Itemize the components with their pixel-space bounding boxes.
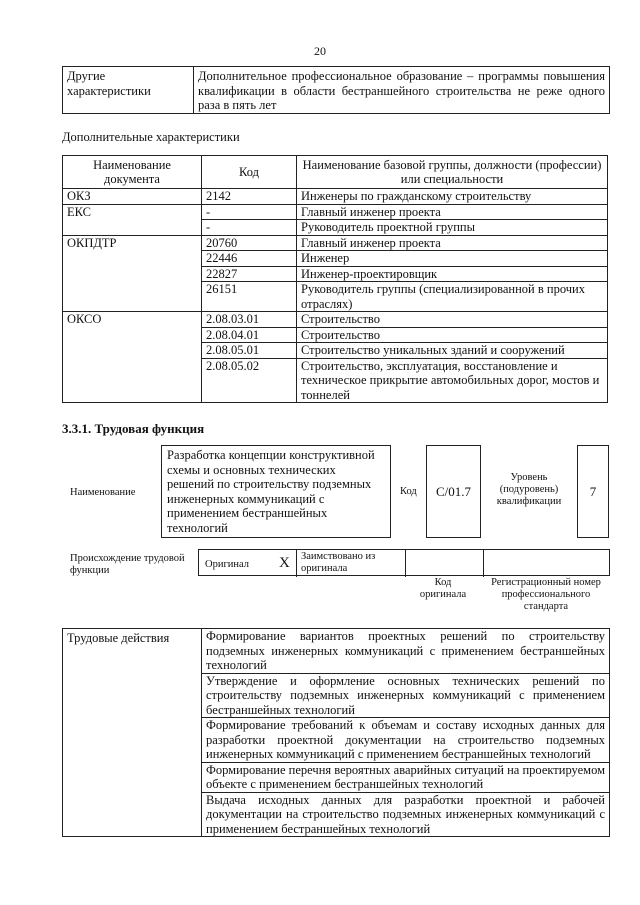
col-header-code: Код (202, 156, 297, 189)
cell-code: 20760 (202, 235, 297, 251)
table-row (63, 220, 608, 236)
cell-name: Главный инженер проекта (297, 235, 608, 251)
table-row (63, 235, 608, 251)
qualification-level-label: Уровень (подуровень) квалификации (496, 472, 562, 507)
labor-action-item: Формирование вариантов проектных решений по строительству подземных инженерных коммуникаций с применением бестраншейных технологий (202, 629, 610, 674)
additional-characteristics-table (62, 155, 608, 403)
cell-doc (63, 327, 202, 343)
cell-name: Главный инженер проекта (297, 204, 608, 220)
cell-code: - (202, 220, 297, 236)
cell-doc (63, 266, 202, 282)
cell-code: 2142 (202, 189, 297, 205)
function-name-value: Разработка концепции конструктивной схемы и основных технических решений по строительству подземных инженерных коммуникаций с применением бестраншейных технологий (167, 448, 375, 535)
origin-divider-2 (405, 550, 406, 577)
function-name-label: Наименование (70, 487, 136, 498)
cell-doc (63, 282, 202, 312)
cell-code: 2.08.03.01 (202, 312, 297, 328)
table-header-row (63, 156, 608, 189)
code-original-caption: Код оригинала (419, 577, 467, 600)
function-code-box (426, 445, 481, 538)
cell-doc (63, 220, 202, 236)
table-row (63, 266, 608, 282)
col-header-document: Наименование документа (63, 156, 202, 189)
function-heading: 3.3.1. Трудовая функция (62, 421, 205, 436)
origin-divider-3 (483, 550, 484, 577)
cell-code: 2.08.04.01 (202, 327, 297, 343)
original-label: Оригинал (205, 559, 249, 570)
cell-doc: ОКЗ (63, 189, 202, 205)
cell-name: Строительство (297, 312, 608, 328)
cell-doc: ОКСО (63, 312, 202, 328)
cell-name: Руководитель группы (специализированной в прочих отраслях) (297, 282, 608, 312)
registration-number-caption: Регистрационный номер профессионального стандарта (491, 577, 601, 612)
other-characteristics-table (62, 66, 610, 114)
labor-actions-table (62, 628, 610, 837)
origin-divider-1 (296, 550, 297, 577)
table-row (63, 251, 608, 267)
borrowed-label: Заимствовано из оригинала (301, 551, 376, 574)
cell-code: 2.08.05.01 (202, 343, 297, 359)
additional-title: Дополнительные характеристики (62, 130, 240, 144)
cell-name: Руководитель проектной группы (297, 220, 608, 236)
cell-doc (63, 343, 202, 359)
table-row (63, 189, 608, 205)
cell-name: Строительство уникальных зданий и сооружений (297, 343, 608, 359)
table-row (63, 343, 608, 359)
cell-code: 22446 (202, 251, 297, 267)
labor-actions-label: Трудовые действия (63, 629, 202, 837)
other-characteristics-value: Дополнительное профессиональное образование – программы повышения квалификации в области бестраншейного строительства не реже одного раза в пять лет (194, 67, 610, 114)
cell-doc (63, 251, 202, 267)
cell-doc: ОКПДТР (63, 235, 202, 251)
cell-name: Инженер-проектировщик (297, 266, 608, 282)
labor-action-item: Формирование перечня вероятных аварийных ситуаций на проектируемом объекте с применением бестраншейных технологий (202, 762, 610, 792)
qualification-level-value: 7 (589, 483, 597, 499)
cell-code: 22827 (202, 266, 297, 282)
cell-name: Строительство (297, 327, 608, 343)
col-header-name: Наименование базовой группы, должности (профессии) или специальности (297, 156, 608, 189)
table-row (63, 204, 608, 220)
labor-action-item: Утверждение и оформление основных технических решений по строительству подземных инженерных коммуникаций с применением бестраншейных технологий (202, 673, 610, 718)
function-name-box (161, 445, 391, 538)
labor-action-item: Формирование требований к объемам и составу исходных данных для разработки проектной документации на строительство подземных инженерных коммуникаций с применением бестраншейных технологий (202, 718, 610, 763)
table-row (63, 629, 610, 674)
labor-action-item: Выдача исходных данных для разработки проектной и рабочей документации на строительство подземных инженерных коммуникаций с применением бестраншейных технологий (202, 792, 610, 837)
table-row (63, 312, 608, 328)
function-code-label: Код (400, 486, 417, 497)
qualification-level-box (577, 445, 609, 538)
cell-code: - (202, 204, 297, 220)
cell-doc: ЕКС (63, 204, 202, 220)
cell-code: 2.08.05.02 (202, 358, 297, 403)
cell-name: Строительство, эксплуатация, восстановление и техническое прикрытие автомобильных дорог, мостов и тоннелей (297, 358, 608, 403)
table-row (63, 327, 608, 343)
cell-code: 26151 (202, 282, 297, 312)
table-row (63, 282, 608, 312)
origin-label: Происхождение трудовой функции (70, 553, 185, 576)
table-row (63, 358, 608, 403)
origin-row (198, 549, 610, 576)
cell-name: Инженеры по гражданскому строительству (297, 189, 608, 205)
original-mark: X (279, 555, 290, 571)
page-number: 20 (314, 44, 326, 58)
other-characteristics-label: Другие характеристики (63, 67, 194, 114)
function-code-value: С/01.7 (435, 483, 472, 499)
cell-name: Инженер (297, 251, 608, 267)
cell-doc (63, 358, 202, 403)
